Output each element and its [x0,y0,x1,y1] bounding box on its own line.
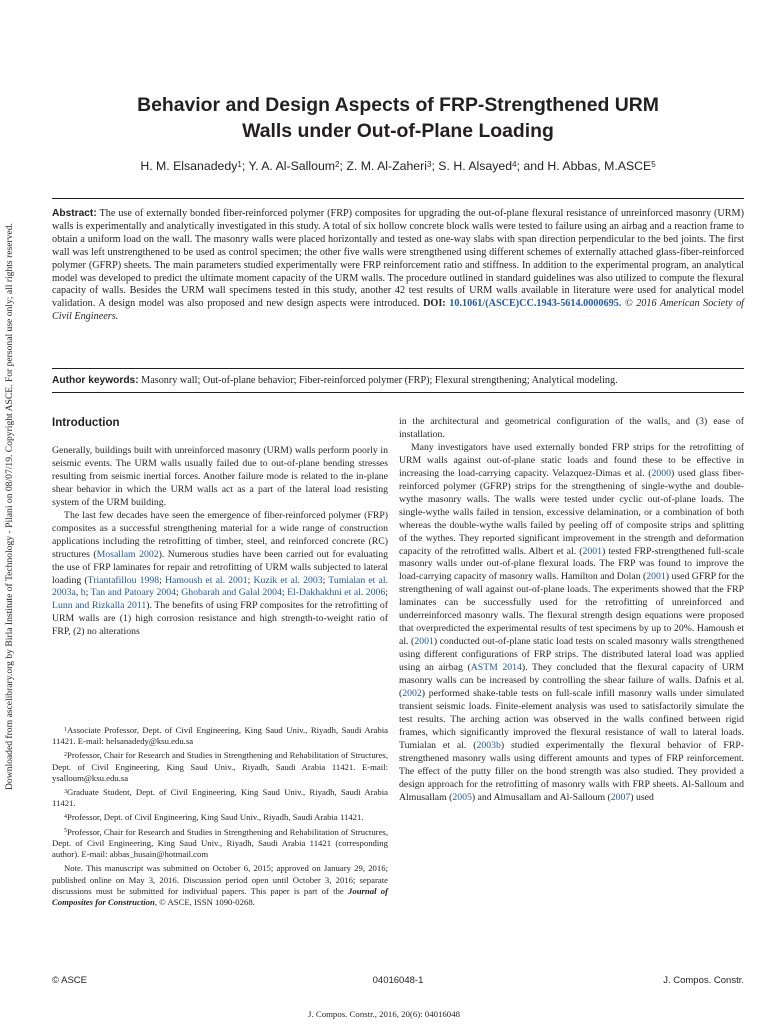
body-text: ) tested FRP-strengthened full-scale masonry walls under out-of-plane flexural loads. The FRP was found to improve the load-carrying capacity of masonry walls. Hamilton and Dolan ( [399,545,744,583]
footnote: $^5$Professor, Chair for Research and Studies in Strengthening and Rehabilitation of Structures, Dept. of Civil Engineering, King Saud Univ., Riyadh, Saudi Arabia 11421 (corresponding author). E-mail: abbas_husain@hotmail.com [52,826,388,860]
footer-copyright: © ASCE [52,975,87,986]
doi-label: DOI: [423,298,446,310]
submission-note: Note. This manuscript was submitted on October 6, 2015; approved on January 29, 2016; published online on May 3, 2016. Discussion period open until October 3, 2016; separate discussions must be submitted for individual papers. This paper is part of the Journal of Composites for Construction, © ASCE, ISSN 1090-0268. [52,863,388,908]
keywords-top-rule [52,368,744,369]
keywords-text: Masonry wall; Out-of-plane behavior; Fiber-reinforced polymer (FRP); Flexural strengthening; Analytical modeling. [141,375,618,386]
citation-link[interactable]: 2000 [651,467,672,479]
body-text: Generally, buildings built with unreinforced masonry (URM) walls perform poorly in seismic events. The URM walls usually failed due to out-of-plane bending stresses resulting from seismic inertial forces. Another failure mode is related to the in-plane shear behavior in which the URM walls act as a part of the lateral load resisting system of the URM building. [52,445,388,508]
body-text: The last few decades have seen the emergence of fiber-reinforced polymer (FRP) composites as a successful strengthening material for a wide range of construction applications including the retrofitting of timber, steel, and reinforced concrete (RC) structures ( [52,509,388,560]
left-column-body [52,445,388,639]
abstract-label: Abstract: [52,208,97,219]
body-text: ; [247,574,254,586]
body-text: ; [159,574,165,586]
citation-link[interactable]: ASTM 2014 [470,662,522,674]
body-paragraph [399,416,744,442]
author-list [60,157,736,175]
abstract-text: The use of externally bonded fiber-reinforced polymer (FRP) composites for upgrading the out-of-plane flexural resistance of unreinforced masonry (URM) walls is experimentally and analytically investigated in this study. A total of six hollow concrete block walls were tested to failure using an airbag and a reaction frame to obtain a uniform load on the wall. The masonry walls were placed horizontally and tested as one-way slabs with span direction perpendicular to the bed joints. The first wall was left unstrengthened to be used as control specimen; the other five walls were strengthened using different schemes of externally attached glass-fiber-reinforced polymer (GFRP) sheets. The main parameters studied experimentally were FRP reinforcement ratio and stiffness. In addition to the experimental program, an analytical model was developed to predict the ultimate moment capacity of the URM walls. The procedure outlined in standard guidelines was also utilized to compute the flexural capacity of walls. Besides the URM wall specimens tested in this study, another 42 test results of URM walls available in literature were used for analytical model validation. A design model was also proposed and new design aspects were introduced. [52,208,744,310]
body-text: ; [385,587,389,599]
author: H. M. Elsanadedy$^1$; [140,159,249,173]
body-paragraph [52,445,388,510]
abstract-top-rule [52,198,744,199]
citation-link[interactable]: Tumialan et al. 2003a [52,574,388,599]
citation-link[interactable]: 2005 [452,791,472,803]
abstract [52,208,744,324]
body-text: ; [281,587,288,599]
citation-link[interactable]: Triantafillou 1998 [87,574,160,586]
page-footer [52,975,744,989]
body-text: ) studied experimentally the flexural behavior of FRP-strengthened masonry walls using different amounts and types of FRP reinforcement. The effect of the putty filler on the bond strength was also studied. They provided a design approach for the retrofitting of masonry walls with FRP sheets. Al-Salloum and Almusallam ( [399,739,744,803]
footnotes [52,725,388,911]
keywords-bottom-rule [52,392,744,393]
citation-link[interactable]: 2001 [582,545,602,557]
author: Z. M. Al-Zaheri$^3$; [346,159,439,173]
citation-link[interactable]: Tan and Patoary 2004 [90,587,177,599]
citation-link[interactable]: El-Dakhakhni et al. 2006 [287,587,386,599]
citation-link[interactable]: 2007 [610,791,631,803]
keywords-label: Author keywords: [52,375,139,386]
doi-link[interactable]: 10.1061/(ASCE)CC.1943-5614.0000695. [449,298,622,310]
body-text: ) and Almusallam and Al-Salloum ( [471,791,611,803]
body-text: ) conducted out-of-plane static load tests on scaled masonry walls strengthened using different configurations of FRP strips. The distributed lateral load was applied using an airbag ( [399,636,744,674]
citation-link[interactable]: Mosallam 2002 [96,548,159,560]
body-text: Many investigators have used externally bonded FRP strips for the retrofitting of URM walls against out-of-plane static loads and found these to be effective in increasing the load-carrying capacity. Velazquez-Dimas et al. ( [399,441,744,479]
body-paragraph [52,510,388,640]
footnote: $^3$Graduate Student, Dept. of Civil Engineering, King Saud Univ., Riyadh, Saudi Arabia 11421. [52,787,388,809]
footnote: $^4$Professor, Dept. of Civil Engineering, King Saud Univ., Riyadh, Saudi Arabia 11421. [64,812,364,823]
body-text: in the architectural and geometrical configuration of the walls, and (3) ease of installation. [399,416,744,440]
section-heading-introduction: Introduction [52,416,120,429]
journal-name: Journal of Composites for Construction [52,885,388,908]
footnote: $^1$Associate Professor, Dept. of Civil Engineering, King Saud Univ., Riyadh, Saudi Arabia 11421. E-mail: helsanadedy@ksu.edu.sa [52,725,388,747]
body-text: , [75,587,81,599]
author-keywords [52,374,744,387]
citation-link[interactable]: 2001 [414,636,434,648]
citation-link[interactable]: b [80,587,86,599]
citation-link[interactable]: Kuzik et al. 2003 [253,574,323,586]
body-paragraph [399,442,744,805]
author: S. H. Alsayed$^4$; and [438,159,548,173]
citation-link[interactable]: Hamoush et al. 2001 [164,574,248,586]
citation-link[interactable]: 2001 [646,571,666,583]
body-text: ; [176,587,182,599]
body-text: ). Numerous studies have been carried out for evaluating the use of FRP laminates for repair and retrofitting of URM walls subjected to lateral loading ( [52,548,388,586]
right-column-body [399,416,744,805]
abstract-copyright: © 2016 American Society of Civil Engineers. [52,298,745,323]
footer-journal: J. Compos. Constr. [663,975,744,986]
body-text: ) used GFRP for the strengthening of wall against out-of-plane loads. The experiments showed that the FRP laminates can be successfully used for the retrofitting of unreinforced and underreinforced masonry walls. The flexural strength design equations were proposed that overpredicted the experimental results of test specimens by up to 20%. Hamoush et al. ( [399,571,744,648]
body-text: ) used [630,791,654,803]
footnote: $^2$Professor, Chair for Research and Studies in Strengthening and Rehabilitation of Structures, Dept. of Civil Engineering, King Saud Univ., Riyadh, Saudi Arabia 11421. E-mail: ysalloum@ksu.edu.sa [52,750,388,783]
citation-line: J. Compos. Constr., 2016, 20(6): 04016048 [308,1009,460,1019]
body-text: ) performed shake-table tests on full-scale infill masonry walls under simulated transient seismic loads. Finite-element analysis was used to satisfactorily simulate the test results. The arching action was observed in the walls confined between rigid frames, which significantly improved the flexural resistance of wall to lateral loads. Tumialan et al. ( [399,688,744,751]
body-text: ; [322,574,329,586]
author: Y. A. Al-Salloum$^2$; [248,159,347,173]
download-notice: Downloaded from ascelibrary.org by Birla Institute of Technology - Pilani on 08/07/19. Copyright ASCE. For personal use only; all rights reserved. [4,223,15,790]
body-text: ) used glass fiber-reinforced polymer (GFRP) strips for the strengthening of single-wythe and double-wythe masonry walls. The walls were tested under cyclic out-of-plane loads. The single-wythe walls failed in tension, excessive delamination, or a combination of both whereas the double-wythe walls failed by peeling off of composite strips and splitting of the wythes. They reported significant improvement in the strength and deformation capacity of the retrofitted walls. Albert et al. ( [399,467,744,557]
footer-article-number: 04016048-1 [372,975,424,986]
citation-link[interactable]: 2002 [402,688,422,700]
citation-link[interactable]: Lunn and Rizkalla 2011 [52,600,147,612]
citation-link[interactable]: Ghobarah and Galal 2004 [181,587,282,599]
citation-link[interactable]: 2003b [476,739,501,751]
paper-title [60,92,736,144]
body-text: ; [85,587,91,599]
body-text: ). The benefits of using FRP composites for the retrofitting of URM walls are (1) high corrosion resistance and high strength-to-weight ratio of FRP, (2) no alterations [52,600,388,638]
paper-title-line-1: Behavior and Design Aspects of FRP-Strengthened URM [137,94,659,116]
author: H. Abbas, M.ASCE$^5$ [547,159,656,173]
body-text: ). They concluded that the flexural capacity of URM masonry walls can be increased by controlling the shear failure of walls. Dafnis et al. ( [399,662,744,700]
paper-title-line-2: Walls under Out-of-Plane Loading [242,120,554,142]
